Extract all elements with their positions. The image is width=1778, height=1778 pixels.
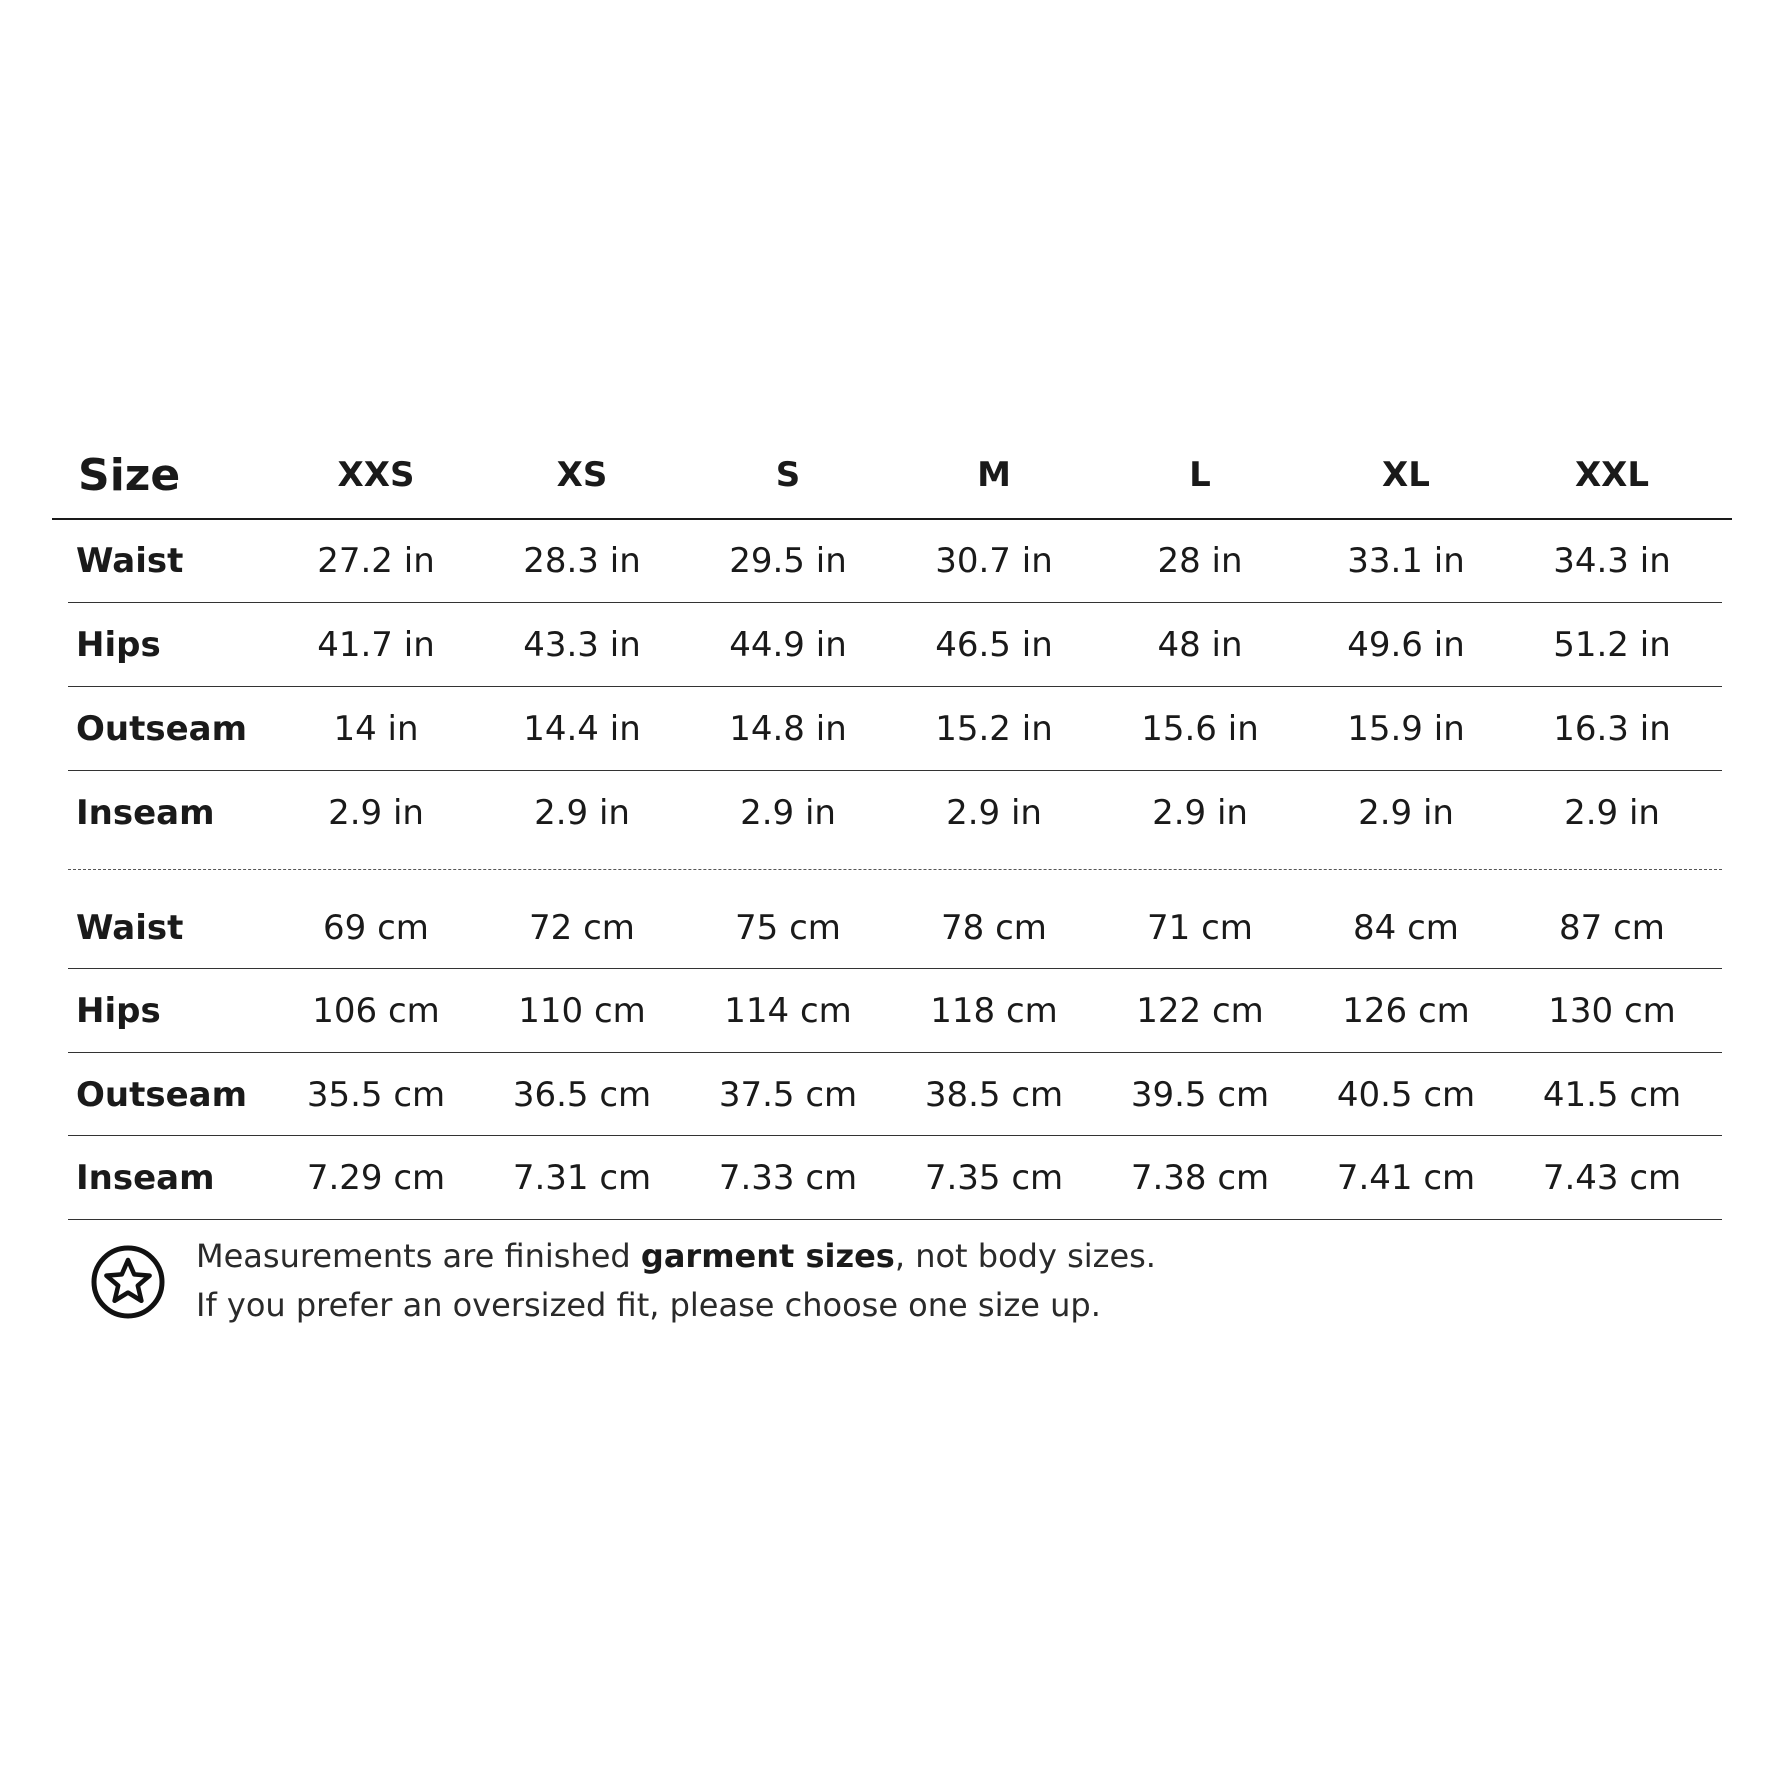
table-cell: 126 cm	[1342, 990, 1470, 1031]
table-cell: 40.5 cm	[1336, 1074, 1476, 1115]
table-cell: 130 cm	[1548, 990, 1676, 1031]
table-row	[68, 1053, 1722, 1136]
table-cell: 7.33 cm	[718, 1157, 858, 1198]
table-row	[68, 519, 1722, 602]
table-cell: 15.9 in	[1347, 708, 1465, 749]
fit-note	[90, 1232, 1590, 1342]
table-cell: 30.7 in	[935, 540, 1053, 581]
table-row	[68, 771, 1722, 854]
row-label: Outseam	[76, 1074, 248, 1115]
table-cell: 84 cm	[1353, 907, 1459, 948]
table-cell: 29.5 in	[729, 540, 847, 581]
table-cell: 2.9 in	[534, 792, 630, 833]
unit-section-divider	[68, 869, 1722, 870]
note-line-1	[196, 1232, 1156, 1281]
table-cell: 122 cm	[1136, 990, 1264, 1031]
row-label: Waist	[76, 540, 184, 581]
table-cell: 78 cm	[941, 907, 1047, 948]
size-header-xs: XS	[556, 455, 608, 495]
table-cell: 35.5 cm	[306, 1074, 446, 1115]
size-header-xxl: XXL	[1574, 455, 1650, 495]
table-cell: 27.2 in	[317, 540, 435, 581]
table-bottom-border	[68, 1219, 1722, 1220]
note-line-2: If you prefer an oversized fit, please choose one size up.	[196, 1286, 1101, 1324]
table-cell: 49.6 in	[1347, 624, 1465, 665]
table-cell: 2.9 in	[328, 792, 424, 833]
header-row	[52, 430, 1732, 520]
table-cell: 106 cm	[312, 990, 440, 1031]
table-cell: 46.5 in	[935, 624, 1053, 665]
table-cell: 48 in	[1157, 624, 1243, 665]
table-cell: 14 in	[333, 708, 419, 749]
row-label: Outseam	[76, 708, 248, 749]
row-label: Waist	[76, 907, 184, 948]
table-row	[68, 969, 1722, 1052]
table-cell: 41.7 in	[317, 624, 435, 665]
table-cell: 114 cm	[724, 990, 852, 1031]
table-cell: 2.9 in	[1358, 792, 1454, 833]
table-cell: 72 cm	[529, 907, 635, 948]
table-row	[68, 886, 1722, 969]
table-cell: 39.5 cm	[1130, 1074, 1270, 1115]
table-cell: 75 cm	[735, 907, 841, 948]
table-row	[68, 1136, 1722, 1219]
table-cell: 2.9 in	[740, 792, 836, 833]
table-row	[68, 687, 1722, 770]
table-cell: 15.6 in	[1141, 708, 1259, 749]
table-cell: 71 cm	[1147, 907, 1253, 948]
size-header-s: S	[775, 455, 801, 495]
table-cell: 15.2 in	[935, 708, 1053, 749]
size-header-l: L	[1189, 455, 1211, 495]
table-cell: 34.3 in	[1553, 540, 1671, 581]
note-line-1-bold: garment sizes	[640, 1237, 895, 1275]
table-cell: 118 cm	[930, 990, 1058, 1031]
table-row	[68, 603, 1722, 686]
table-cell: 7.43 cm	[1542, 1157, 1682, 1198]
table-cell: 43.3 in	[523, 624, 641, 665]
table-cell: 69 cm	[323, 907, 429, 948]
table-cell: 7.38 cm	[1130, 1157, 1270, 1198]
table-cell: 2.9 in	[946, 792, 1042, 833]
table-cell: 87 cm	[1559, 907, 1665, 948]
note-text	[196, 1232, 1156, 1330]
size-header-xl: XL	[1382, 455, 1430, 495]
size-header-m: M	[977, 455, 1011, 495]
table-cell: 7.41 cm	[1336, 1157, 1476, 1198]
star-circle-icon	[90, 1244, 166, 1320]
table-cell: 44.9 in	[729, 624, 847, 665]
table-cell: 7.35 cm	[924, 1157, 1064, 1198]
note-line-1-suffix: , not body sizes.	[894, 1237, 1156, 1275]
table-cell: 28.3 in	[523, 540, 641, 581]
row-label: Inseam	[76, 792, 215, 833]
table-cell: 7.31 cm	[512, 1157, 652, 1198]
table-cell: 14.8 in	[729, 708, 847, 749]
table-cell: 37.5 cm	[718, 1074, 858, 1115]
table-cell: 7.29 cm	[306, 1157, 446, 1198]
table-cell: 38.5 cm	[924, 1074, 1064, 1115]
table-cell: 51.2 in	[1553, 624, 1671, 665]
table-cell: 14.4 in	[523, 708, 641, 749]
table-cell: 28 in	[1157, 540, 1243, 581]
note-line-1-prefix: Measurements are finished	[196, 1237, 641, 1275]
table-cell: 16.3 in	[1553, 708, 1671, 749]
table-cell: 36.5 cm	[512, 1074, 652, 1115]
table-cell: 2.9 in	[1152, 792, 1248, 833]
size-header-label: Size	[78, 449, 181, 501]
table-cell: 33.1 in	[1347, 540, 1465, 581]
size-header-xxs: XXS	[337, 455, 415, 495]
table-cell: 2.9 in	[1564, 792, 1660, 833]
row-label: Inseam	[76, 1157, 215, 1198]
table-cell: 41.5 cm	[1542, 1074, 1682, 1115]
table-cell: 110 cm	[518, 990, 646, 1031]
row-label: Hips	[76, 990, 161, 1031]
row-label: Hips	[76, 624, 161, 665]
